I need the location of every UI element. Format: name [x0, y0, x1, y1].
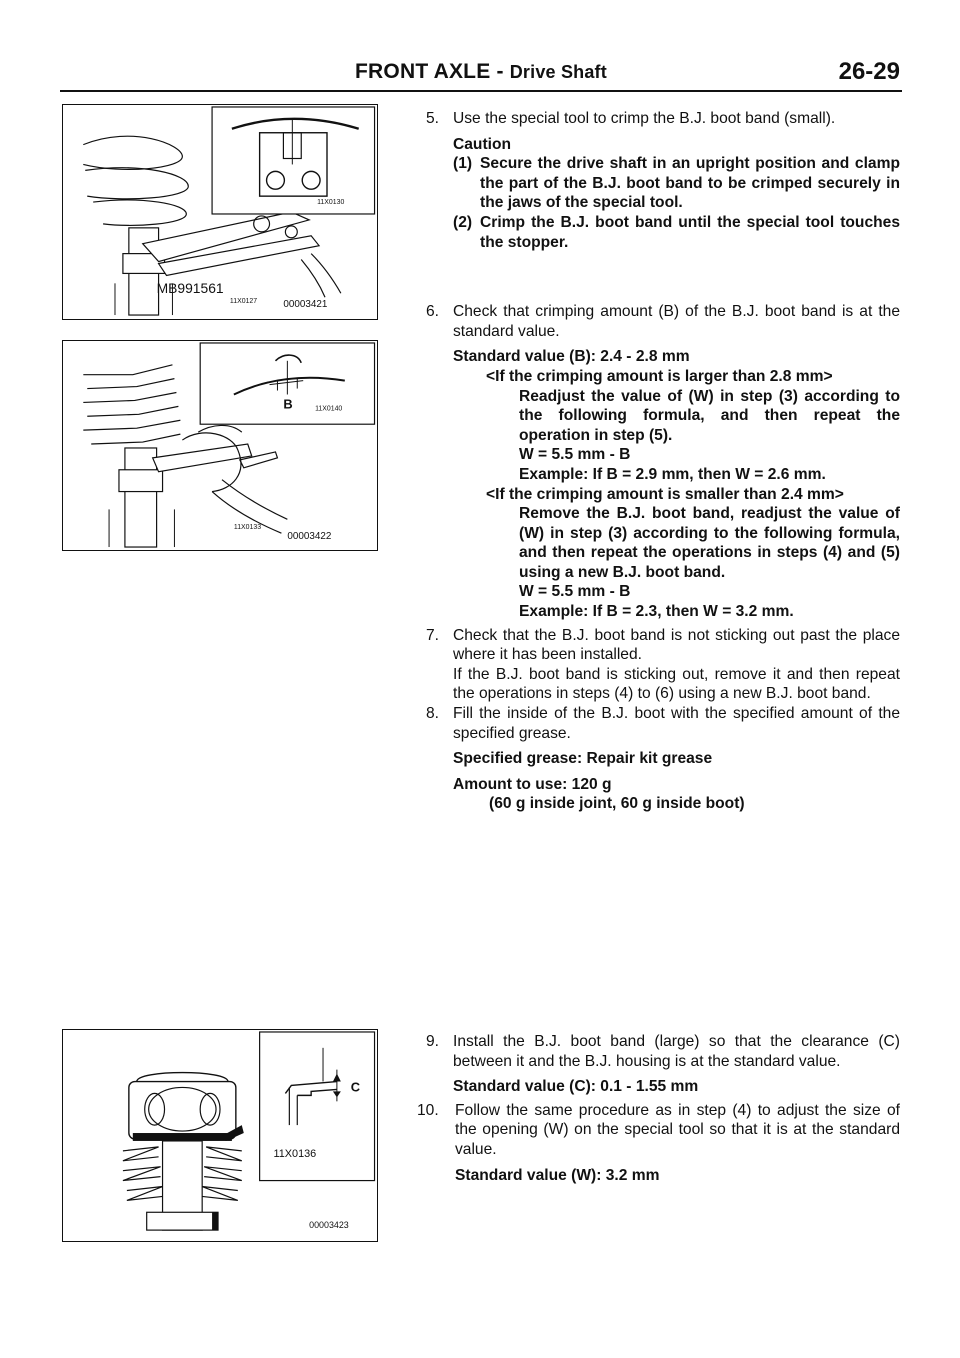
step-5 [426, 109, 900, 252]
step-number: 5. [426, 110, 440, 127]
fig3-code: 11X0136 [273, 1147, 317, 1160]
fig3-label-c: C [350, 1079, 361, 1095]
example-1: Example: If B = 2.9 mm, then W = 2.6 mm. [519, 465, 826, 483]
title-separator: - [496, 60, 504, 83]
fig1-code-b: 11X0127 [229, 298, 258, 306]
section-subtitle: Drive Shaft [509, 62, 607, 82]
instruction-column-lower [417, 1032, 900, 1185]
larger-procedure: Readjust the value of (W) in step (3) according to the following formula, and then repeat the operation in step (5). [519, 387, 900, 444]
step-text: Use the special tool to crimp the B.J. boot band (small). [453, 110, 836, 127]
step-text: Check that crimping amount (B) of the B.J. boot band is at the standard value. [453, 303, 900, 340]
fig2-label-b: B [283, 396, 293, 412]
figure-illustration [63, 1030, 377, 1241]
fig2-code-a: 11X0140 [315, 405, 343, 413]
caution-title: Caution [453, 135, 512, 153]
step-number: 9. [426, 1033, 440, 1050]
grease-amount-detail: (60 g inside joint, 60 g inside boot) [489, 795, 745, 813]
caution-item-1 [453, 154, 900, 213]
section-name: FRONT AXLE [355, 60, 491, 83]
figure-illustration [63, 341, 377, 550]
step-7 [426, 626, 900, 704]
step-number: 6. [426, 303, 440, 321]
caution-item-number: (1) [453, 155, 473, 173]
step-number: 7. [426, 626, 440, 644]
condition-smaller: <If the crimping amount is smaller than 2.4 mm> [486, 485, 844, 503]
step-text-followup: If the B.J. boot band is sticking out, remove it and then repeat the operations in steps (4) to (6) using a new B.J. boot band. [453, 665, 900, 703]
instruction-column-upper [426, 109, 900, 814]
condition-larger: <If the crimping amount is larger than 2.8 mm> [486, 367, 833, 385]
fig1-code-a: 11X0130 [317, 199, 345, 207]
standard-value-b: Standard value (B): 2.4 - 2.8 mm [453, 348, 690, 366]
step-text: Check that the B.J. boot band is not sticking out past the place where it has been installed. [453, 626, 900, 664]
caution-item-number: (2) [453, 213, 473, 231]
smaller-procedure: Remove the B.J. boot band, readjust the value of (W) in step (3) according to the following formula, and then repeat the operations in steps (4) and (5) using a new B.J. boot band. [519, 505, 900, 581]
example-2: Example: If B = 2.3, then W = 3.2 mm. [519, 603, 794, 621]
fig1-tool-label: MB991561 [156, 280, 224, 297]
specified-grease: Specified grease: Repair kit grease [453, 750, 713, 768]
caution-item-text: Secure the drive shaft in an upright position and clamp the part of the B.J. boot band to be crimped securely in the jaws of the special tool. [480, 155, 900, 212]
header-rule [60, 90, 902, 92]
step-number: 10. [417, 1101, 439, 1119]
step-10 [417, 1101, 900, 1185]
figure-install-large-band [62, 1029, 378, 1242]
step-text: Fill the inside of the B.J. boot with the specified amount of the specified grease. [453, 705, 900, 742]
step-9 [426, 1032, 900, 1097]
step-text: Follow the same procedure as in step (4) to adjust the size of the opening (W) on the special tool so that it is at the standard value. [455, 1101, 900, 1158]
page-header [60, 60, 902, 94]
figure-illustration [63, 105, 377, 319]
step-6 [426, 302, 900, 622]
figure-check-crimp-amount [62, 340, 378, 551]
fig2-code-b: 11X0133 [233, 524, 262, 532]
caution-item-2 [453, 213, 900, 252]
caution-item-text: Crimp the B.J. boot band until the special tool touches the stopper. [480, 213, 900, 251]
figure-crimp-small-band [62, 104, 378, 320]
fig3-figure-number: 00003423 [309, 1220, 349, 1231]
grease-amount: Amount to use: 120 g [453, 775, 612, 793]
fig2-figure-number: 00003422 [287, 531, 332, 543]
step-8 [426, 704, 900, 814]
formula-1: W = 5.5 mm - B [519, 446, 631, 464]
section-title [60, 60, 902, 84]
standard-value-w: Standard value (W): 3.2 mm [455, 1166, 660, 1184]
formula-2: W = 5.5 mm - B [519, 583, 631, 601]
step-number: 8. [426, 705, 440, 723]
fig1-figure-number: 00003421 [283, 299, 328, 311]
step-text: Install the B.J. boot band (large) so that the clearance (C) between it and the B.J. housing is at the standard value. [453, 1033, 900, 1070]
standard-value-c: Standard value (C): 0.1 - 1.55 mm [453, 1078, 699, 1096]
page-number: 26-29 [838, 58, 900, 85]
